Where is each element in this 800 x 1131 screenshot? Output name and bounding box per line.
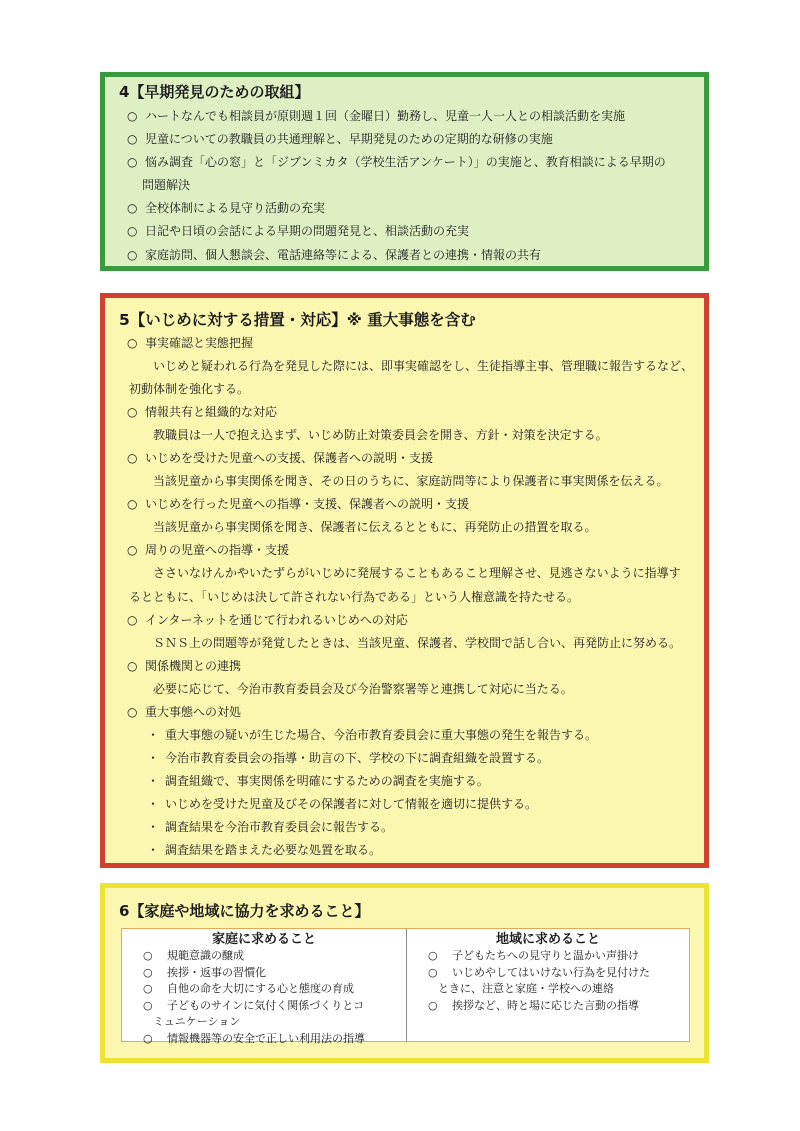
measure-heading: ○ いじめを受けた児童への支援、保護者への説明・支援	[105, 447, 704, 470]
list-item: ○ 子どものサインに気付く関係づくりとコ	[122, 998, 406, 1015]
circle-marker: ○	[143, 949, 153, 962]
measure-heading: ○ 重大事態への対処	[105, 701, 704, 724]
section-5-title: 5【いじめに対する措置・対応】※ 重大事態を含む	[119, 311, 476, 329]
circle-marker: ○	[127, 247, 138, 262]
measure-description: 当該児童から事実関係を聞き、保護者に伝えるとともに、再発防止の措置を取る。	[153, 520, 597, 535]
circle-marker: ○	[127, 405, 138, 420]
circle-marker: ○	[143, 965, 153, 979]
section-4-box	[100, 72, 709, 271]
section-6-title: 6【家庭や地域に協力を求めること】	[119, 902, 370, 920]
section-4-list	[105, 105, 704, 267]
circle-marker: ○	[127, 543, 138, 558]
serious-item: ・ 今治市教育委員会の指導・助言の下、学校の下に調査組織を設置する。	[105, 747, 704, 770]
circle-marker: ○	[127, 451, 138, 466]
circle-marker: ○	[428, 998, 438, 1012]
home-column	[122, 929, 407, 1045]
circle-marker: ○	[127, 201, 138, 216]
measure-description: 必要に応じて、今治市教育委員会及び今治警察署等と連携して対応に当たる。	[153, 681, 573, 696]
measure-continuation: るとともに、「いじめは決して許されない行為である」という人権意識を持たせる。	[129, 589, 580, 604]
section-6-box	[100, 883, 709, 1063]
list-item: ○ 悩み調査「心の窓」と「ジブンミカタ（学校生活アンケート）」の実施と、教育相談による早期の	[105, 151, 704, 174]
measure-description: 当該児童から事実関係を聞き、その日のうちに、家庭訪問等により保護者に事実関係を伝える。	[153, 474, 669, 489]
bullet-dot: ・	[147, 773, 160, 788]
community-heading: 地域に求めること	[495, 932, 600, 947]
cooperation-table	[121, 928, 690, 1045]
list-item: ○ 挨拶・返事の習慣化	[122, 965, 406, 982]
list-item: ○ 児童についての教職員の共通理解と、早期発見のための定期的な研修の実施	[105, 128, 704, 151]
circle-marker: ○	[127, 612, 138, 627]
circle-marker: ○	[428, 949, 438, 962]
list-item: ○ 自他の命を大切にする心と態度の育成	[122, 981, 406, 998]
list-item: ○ ハートなんでも相談員が原則週１回（金曜日）勤務し、児童一人一人との相談活動を実施	[105, 105, 704, 128]
list-item: ○ 挨拶など、時と場に応じた言動の指導	[407, 998, 689, 1015]
list-item: ○ 規範意識の醸成	[122, 948, 406, 965]
measure-heading: ○ 周りの児童への指導・支援	[105, 539, 704, 562]
section-5-box	[100, 293, 709, 868]
list-item-continuation: ミュニケーション	[153, 1015, 241, 1029]
list-item: ○ 情報機器等の安全で正しい利用法の指導	[122, 1031, 406, 1048]
section-4-title: 4【早期発見のための取組】	[119, 83, 310, 101]
measure-description: 教職員は一人で抱え込まず、いじめ防止対策委員会を開き、方針・対策を決定する。	[153, 428, 608, 443]
circle-marker: ○	[127, 132, 138, 147]
measure-description: いじめと疑われる行為を発見した際には、即事実確認をし、生徒指導主事、管理職に報告するなど、	[153, 359, 694, 374]
section-5-list	[105, 332, 704, 862]
serious-item: ・ 調査結果を今治市教育委員会に報告する。	[105, 816, 704, 839]
home-heading: 家庭に求めること	[211, 932, 316, 947]
serious-item: ・ 調査組織で、事実関係を明確にするための調査を実施する。	[105, 770, 704, 793]
measure-heading: ○ 関係機関との連携	[105, 655, 704, 678]
circle-marker: ○	[127, 658, 138, 673]
circle-marker: ○	[127, 155, 138, 170]
bullet-dot: ・	[147, 727, 160, 742]
circle-marker: ○	[127, 704, 138, 719]
circle-marker: ○	[143, 998, 153, 1012]
circle-marker: ○	[143, 982, 153, 996]
serious-item: ・ 調査結果を踏まえた必要な処置を取る。	[105, 839, 704, 862]
circle-marker: ○	[428, 965, 438, 979]
bullet-dot: ・	[147, 843, 160, 858]
list-item: ○ 全校体制による見守り活動の充実	[105, 197, 704, 220]
circle-marker: ○	[127, 497, 138, 512]
measure-heading: ○ いじめを行った児童への指導・支援、保護者への説明・支援	[105, 493, 704, 516]
list-item-continuation: 問題解決	[142, 178, 191, 193]
circle-marker: ○	[143, 1031, 153, 1045]
bullet-dot: ・	[147, 750, 160, 765]
circle-marker: ○	[127, 109, 138, 123]
circle-marker: ○	[127, 336, 138, 350]
measure-description: ささいなけんかやいたずらがいじめに発展することもあること理解させ、見逃さないように指導す	[153, 566, 681, 581]
measure-heading: ○ インターネットを通じて行われるいじめへの対応	[105, 609, 704, 632]
measure-heading: ○ 事実確認と実態把握	[105, 332, 704, 355]
measure-description: ＳＮＳ上の問題等が発覚したときは、当該児童、保護者、学校間で話し合い、再発防止に努める。	[153, 635, 682, 650]
community-column	[407, 929, 689, 1041]
bullet-dot: ・	[147, 819, 160, 834]
serious-item: ・ いじめを受けた児童及びその保護者に対して情報を適切に提供する。	[105, 793, 704, 816]
measure-continuation: 初動体制を強化する。	[129, 382, 250, 397]
list-item-continuation: ときに、注意と家庭・学校への連絡	[438, 982, 614, 996]
circle-marker: ○	[127, 224, 138, 239]
serious-item: ・ 重大事態の疑いが生じた場合、今治市教育委員会に重大事態の発生を報告する。	[105, 724, 704, 747]
bullet-dot: ・	[147, 796, 160, 811]
measure-heading: ○ 情報共有と組織的な対応	[105, 401, 704, 424]
list-item: ○ 家庭訪問、個人懇談会、電話連絡等による、保護者との連携・情報の共有	[105, 244, 704, 267]
list-item: ○ 子どもたちへの見守りと温かい声掛け	[407, 948, 689, 965]
list-item: ○ 日記や日頃の会話による早期の問題発見と、相談活動の充実	[105, 220, 704, 243]
list-item: ○ いじめやしてはいけない行為を見付けた	[407, 965, 689, 982]
